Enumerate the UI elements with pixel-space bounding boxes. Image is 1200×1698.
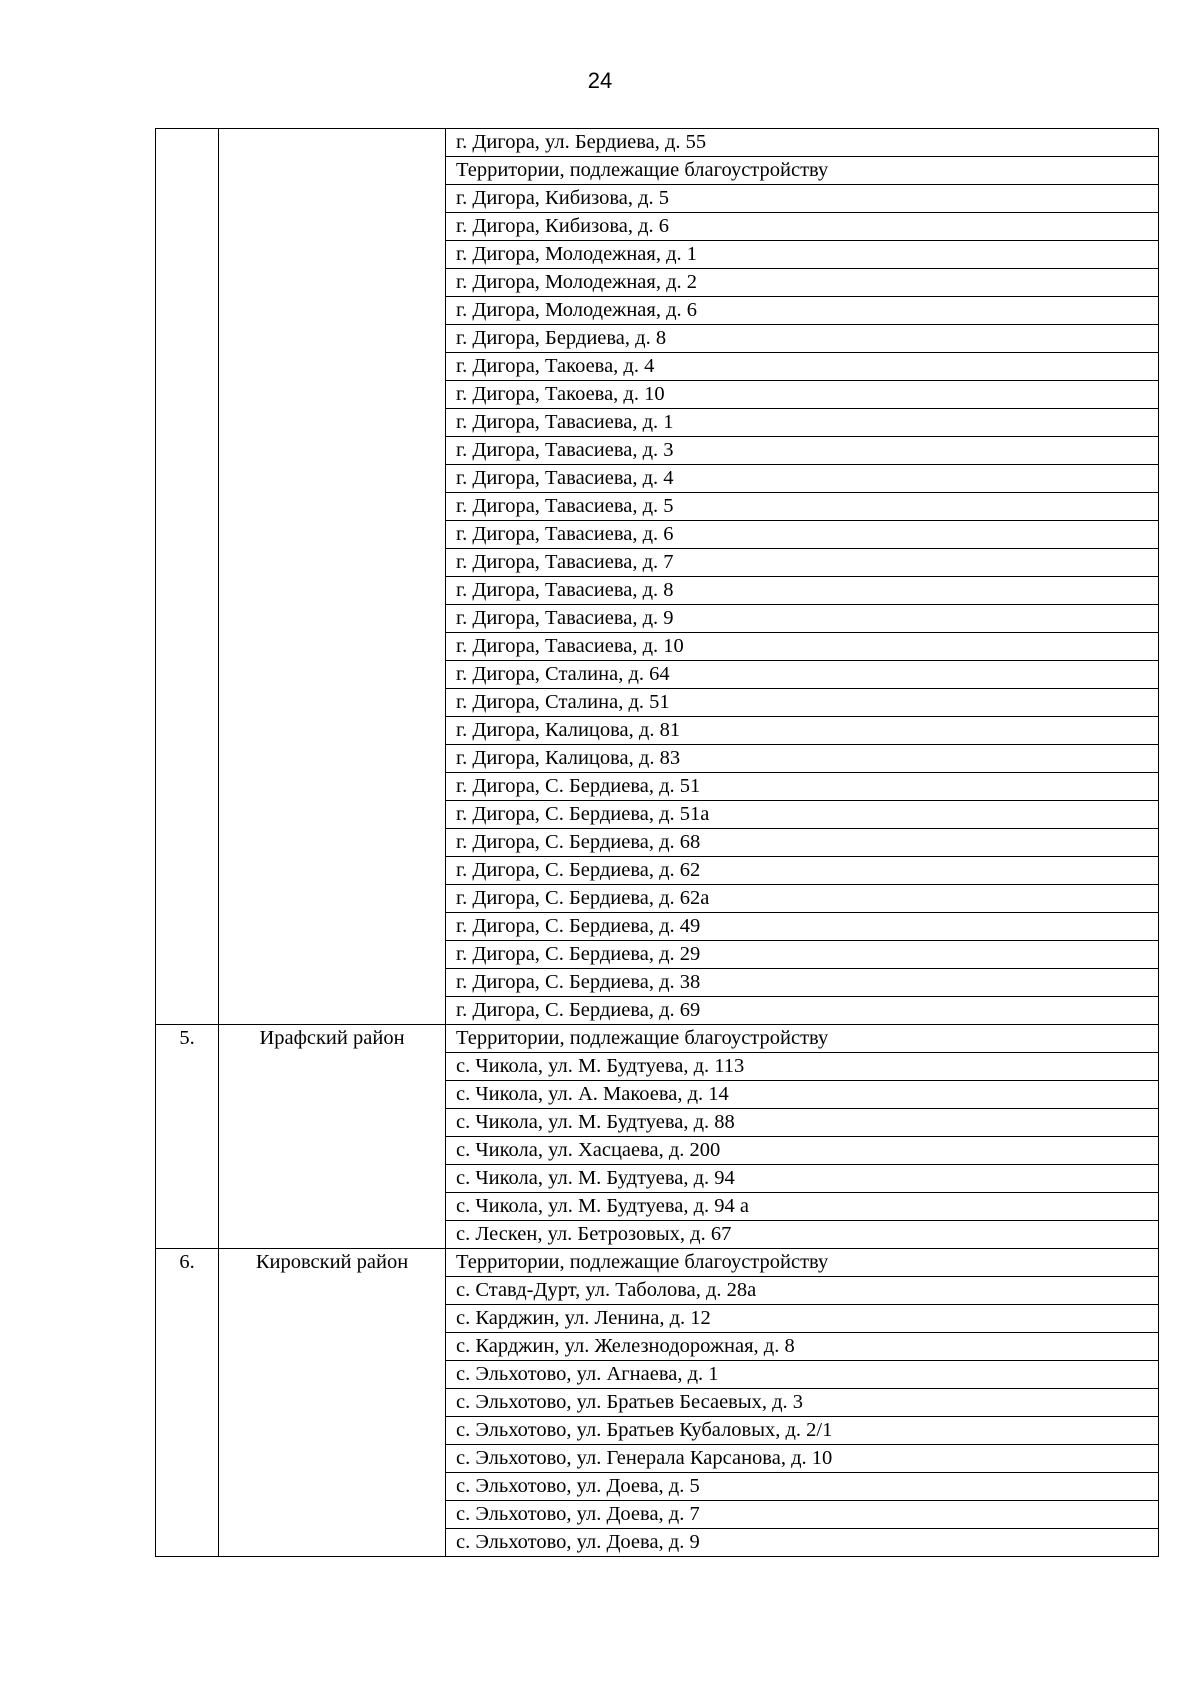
row-number-cell: [156, 1305, 219, 1333]
district-cell: [219, 297, 446, 325]
table-row: [156, 437, 1159, 465]
table-row: [156, 1221, 1159, 1249]
district-cell: [219, 1277, 446, 1305]
table-row: [156, 1109, 1159, 1137]
address-cell: г. Дигора, С. Бердиева, д. 51а: [446, 801, 1159, 829]
district-cell: Ирафский район: [219, 1025, 446, 1053]
table-row: [156, 745, 1159, 773]
district-cell: [219, 381, 446, 409]
table-row: [156, 269, 1159, 297]
table-row: [156, 941, 1159, 969]
table-row: [156, 1529, 1159, 1557]
row-number-cell: [156, 605, 219, 633]
table-row: [156, 1417, 1159, 1445]
address-cell: г. Дигора, С. Бердиева, д. 29: [446, 941, 1159, 969]
district-cell: [219, 1417, 446, 1445]
address-cell: с. Лескен, ул. Бетрозовых, д. 67: [446, 1221, 1159, 1249]
address-table-body: [156, 129, 1159, 1557]
row-number-cell: [156, 913, 219, 941]
address-cell: Территории, подлежащие благоустройству: [446, 1025, 1159, 1053]
district-cell: [219, 829, 446, 857]
table-row: [156, 577, 1159, 605]
table-row: [156, 381, 1159, 409]
address-cell: с. Чикола, ул. М. Будтуева, д. 113: [446, 1053, 1159, 1081]
row-number-cell: [156, 997, 219, 1025]
address-cell: с. Чикола, ул. М. Будтуева, д. 88: [446, 1109, 1159, 1137]
row-number-cell: [156, 213, 219, 241]
address-cell: г. Дигора, Молодежная, д. 2: [446, 269, 1159, 297]
table-row: [156, 1305, 1159, 1333]
district-cell: [219, 745, 446, 773]
district-cell: [219, 1361, 446, 1389]
address-cell: с. Карджин, ул. Железнодорожная, д. 8: [446, 1333, 1159, 1361]
row-number-cell: [156, 185, 219, 213]
address-cell: г. Дигора, Молодежная, д. 1: [446, 241, 1159, 269]
row-number-cell: 6.: [156, 1249, 219, 1277]
table-row: [156, 857, 1159, 885]
table-row: [156, 1053, 1159, 1081]
row-number-cell: [156, 577, 219, 605]
row-number-cell: [156, 1137, 219, 1165]
district-cell: [219, 997, 446, 1025]
district-cell: [219, 185, 446, 213]
address-cell: г. Дигора, Сталина, д. 51: [446, 689, 1159, 717]
address-cell: г. Дигора, Калицова, д. 83: [446, 745, 1159, 773]
district-cell: [219, 913, 446, 941]
district-cell: [219, 689, 446, 717]
row-number-cell: [156, 1277, 219, 1305]
row-number-cell: [156, 1081, 219, 1109]
address-cell: с. Чикола, ул. Хасцаева, д. 200: [446, 1137, 1159, 1165]
district-cell: [219, 493, 446, 521]
district-cell: [219, 409, 446, 437]
address-cell: с. Чикола, ул. М. Будтуева, д. 94: [446, 1165, 1159, 1193]
table-row: [156, 1081, 1159, 1109]
row-number-cell: [156, 1389, 219, 1417]
table-row: [156, 1137, 1159, 1165]
row-number-cell: [156, 1529, 219, 1557]
district-cell: [219, 773, 446, 801]
row-number-cell: [156, 633, 219, 661]
address-table: [155, 128, 1159, 1557]
district-cell: [219, 717, 446, 745]
row-number-cell: [156, 661, 219, 689]
address-cell: с. Эльхотово, ул. Доева, д. 5: [446, 1473, 1159, 1501]
address-cell: с. Эльхотово, ул. Доева, д. 9: [446, 1529, 1159, 1557]
district-cell: [219, 1473, 446, 1501]
table-row: [156, 1333, 1159, 1361]
district-cell: [219, 1529, 446, 1557]
row-number-cell: [156, 129, 219, 157]
table-row: [156, 1473, 1159, 1501]
address-cell: г. Дигора, Тавасиева, д. 6: [446, 521, 1159, 549]
row-number-cell: 5.: [156, 1025, 219, 1053]
row-number-cell: [156, 689, 219, 717]
row-number-cell: [156, 969, 219, 997]
district-cell: [219, 353, 446, 381]
address-cell: г. Дигора, Тавасиева, д. 8: [446, 577, 1159, 605]
table-row: [156, 409, 1159, 437]
district-cell: [219, 577, 446, 605]
table-row: [156, 493, 1159, 521]
address-cell: г. Дигора, С. Бердиева, д. 62: [446, 857, 1159, 885]
district-cell: [219, 1137, 446, 1165]
row-number-cell: [156, 157, 219, 185]
table-row: [156, 1501, 1159, 1529]
row-number-cell: [156, 1053, 219, 1081]
row-number-cell: [156, 493, 219, 521]
address-cell: г. Дигора, С. Бердиева, д. 69: [446, 997, 1159, 1025]
district-cell: [219, 605, 446, 633]
district-cell: [219, 1053, 446, 1081]
address-cell: г. Дигора, Тавасиева, д. 4: [446, 465, 1159, 493]
address-cell: г. Дигора, Молодежная, д. 6: [446, 297, 1159, 325]
row-number-cell: [156, 829, 219, 857]
address-cell: г. Дигора, Калицова, д. 81: [446, 717, 1159, 745]
address-cell: г. Дигора, С. Бердиева, д. 62а: [446, 885, 1159, 913]
address-cell: г. Дигора, Сталина, д. 64: [446, 661, 1159, 689]
table-row: [156, 1361, 1159, 1389]
row-number-cell: [156, 857, 219, 885]
table-row: [156, 1389, 1159, 1417]
table-row: [156, 157, 1159, 185]
address-cell: с. Эльхотово, ул. Братьев Кубаловых, д. 2/1: [446, 1417, 1159, 1445]
row-number-cell: [156, 1445, 219, 1473]
table-row: [156, 801, 1159, 829]
row-number-cell: [156, 1109, 219, 1137]
row-number-cell: [156, 325, 219, 353]
row-number-cell: [156, 885, 219, 913]
row-number-cell: [156, 409, 219, 437]
address-cell: г. Дигора, Тавасиева, д. 1: [446, 409, 1159, 437]
address-cell: с. Чикола, ул. А. Макоева, д. 14: [446, 1081, 1159, 1109]
address-cell: с. Эльхотово, ул. Генерала Карсанова, д. 10: [446, 1445, 1159, 1473]
table-row: [156, 549, 1159, 577]
district-cell: [219, 521, 446, 549]
district-cell: [219, 129, 446, 157]
district-cell: [219, 213, 446, 241]
page-number: 24: [587, 68, 613, 93]
table-row: [156, 1193, 1159, 1221]
table-row: [156, 605, 1159, 633]
address-cell: г. Дигора, Такоева, д. 4: [446, 353, 1159, 381]
table-row: [156, 521, 1159, 549]
district-cell: [219, 661, 446, 689]
table-row: [156, 997, 1159, 1025]
row-number-cell: [156, 1193, 219, 1221]
table-row: [156, 633, 1159, 661]
district-cell: [219, 1081, 446, 1109]
table-row: [156, 241, 1159, 269]
table-row: [156, 465, 1159, 493]
district-cell: [219, 801, 446, 829]
address-cell: г. Дигора, Тавасиева, д. 9: [446, 605, 1159, 633]
district-cell: Кировский район: [219, 1249, 446, 1277]
address-cell: с. Эльхотово, ул. Доева, д. 7: [446, 1501, 1159, 1529]
table-row: [156, 129, 1159, 157]
row-number-cell: [156, 521, 219, 549]
table-row: [156, 297, 1159, 325]
address-cell: г. Дигора, Бердиева, д. 8: [446, 325, 1159, 353]
table-row: [156, 1277, 1159, 1305]
address-cell: с. Эльхотово, ул. Агнаева, д. 1: [446, 1361, 1159, 1389]
district-cell: [219, 1389, 446, 1417]
address-cell: Территории, подлежащие благоустройству: [446, 1249, 1159, 1277]
address-cell: г. Дигора, ул. Бердиева, д. 55: [446, 129, 1159, 157]
address-cell: г. Дигора, Такоева, д. 10: [446, 381, 1159, 409]
address-cell: г. Дигора, С. Бердиева, д. 38: [446, 969, 1159, 997]
district-cell: [219, 1221, 446, 1249]
row-number-cell: [156, 269, 219, 297]
row-number-cell: [156, 241, 219, 269]
row-number-cell: [156, 1417, 219, 1445]
row-number-cell: [156, 745, 219, 773]
row-number-cell: [156, 1473, 219, 1501]
table-row: [156, 773, 1159, 801]
row-number-cell: [156, 437, 219, 465]
address-cell: г. Дигора, Тавасиева, д. 3: [446, 437, 1159, 465]
address-cell: г. Дигора, Тавасиева, д. 10: [446, 633, 1159, 661]
district-cell: [219, 1109, 446, 1137]
row-number-cell: [156, 1501, 219, 1529]
district-cell: [219, 885, 446, 913]
row-number-cell: [156, 717, 219, 745]
district-cell: [219, 1501, 446, 1529]
row-number-cell: [156, 353, 219, 381]
address-cell: г. Дигора, Кибизова, д. 6: [446, 213, 1159, 241]
table-row: [156, 325, 1159, 353]
table-row: [156, 1445, 1159, 1473]
table-row: [156, 353, 1159, 381]
district-cell: [219, 437, 446, 465]
district-cell: [219, 1333, 446, 1361]
row-number-cell: [156, 1165, 219, 1193]
table-row: [156, 829, 1159, 857]
district-cell: [219, 241, 446, 269]
address-cell: с. Чикола, ул. М. Будтуева, д. 94 а: [446, 1193, 1159, 1221]
table-row: [156, 213, 1159, 241]
district-cell: [219, 1165, 446, 1193]
table-row: [156, 969, 1159, 997]
table-row: [156, 1025, 1159, 1053]
row-number-cell: [156, 549, 219, 577]
table-row: [156, 717, 1159, 745]
row-number-cell: [156, 801, 219, 829]
address-cell: г. Дигора, Тавасиева, д. 5: [446, 493, 1159, 521]
row-number-cell: [156, 1333, 219, 1361]
row-number-cell: [156, 297, 219, 325]
address-cell: Территории, подлежащие благоустройству: [446, 157, 1159, 185]
table-row: [156, 885, 1159, 913]
row-number-cell: [156, 381, 219, 409]
district-cell: [219, 633, 446, 661]
address-cell: с. Эльхотово, ул. Братьев Бесаевых, д. 3: [446, 1389, 1159, 1417]
table-row: [156, 661, 1159, 689]
address-cell: г. Дигора, С. Бердиева, д. 68: [446, 829, 1159, 857]
row-number-cell: [156, 773, 219, 801]
table-row: [156, 913, 1159, 941]
district-cell: [219, 1445, 446, 1473]
address-cell: г. Дигора, Кибизова, д. 5: [446, 185, 1159, 213]
district-cell: [219, 1305, 446, 1333]
district-cell: [219, 549, 446, 577]
address-cell: с. Ставд-Дурт, ул. Таболова, д. 28а: [446, 1277, 1159, 1305]
table-row: [156, 185, 1159, 213]
address-cell: г. Дигора, С. Бердиева, д. 51: [446, 773, 1159, 801]
district-cell: [219, 1193, 446, 1221]
district-cell: [219, 969, 446, 997]
row-number-cell: [156, 1221, 219, 1249]
table-row: [156, 689, 1159, 717]
address-cell: с. Карджин, ул. Ленина, д. 12: [446, 1305, 1159, 1333]
table-row: [156, 1165, 1159, 1193]
district-cell: [219, 325, 446, 353]
district-cell: [219, 857, 446, 885]
row-number-cell: [156, 941, 219, 969]
address-cell: г. Дигора, Тавасиева, д. 7: [446, 549, 1159, 577]
table-row: [156, 1249, 1159, 1277]
row-number-cell: [156, 1361, 219, 1389]
district-cell: [219, 465, 446, 493]
row-number-cell: [156, 465, 219, 493]
district-cell: [219, 941, 446, 969]
district-cell: [219, 269, 446, 297]
district-cell: [219, 157, 446, 185]
address-cell: г. Дигора, С. Бердиева, д. 49: [446, 913, 1159, 941]
